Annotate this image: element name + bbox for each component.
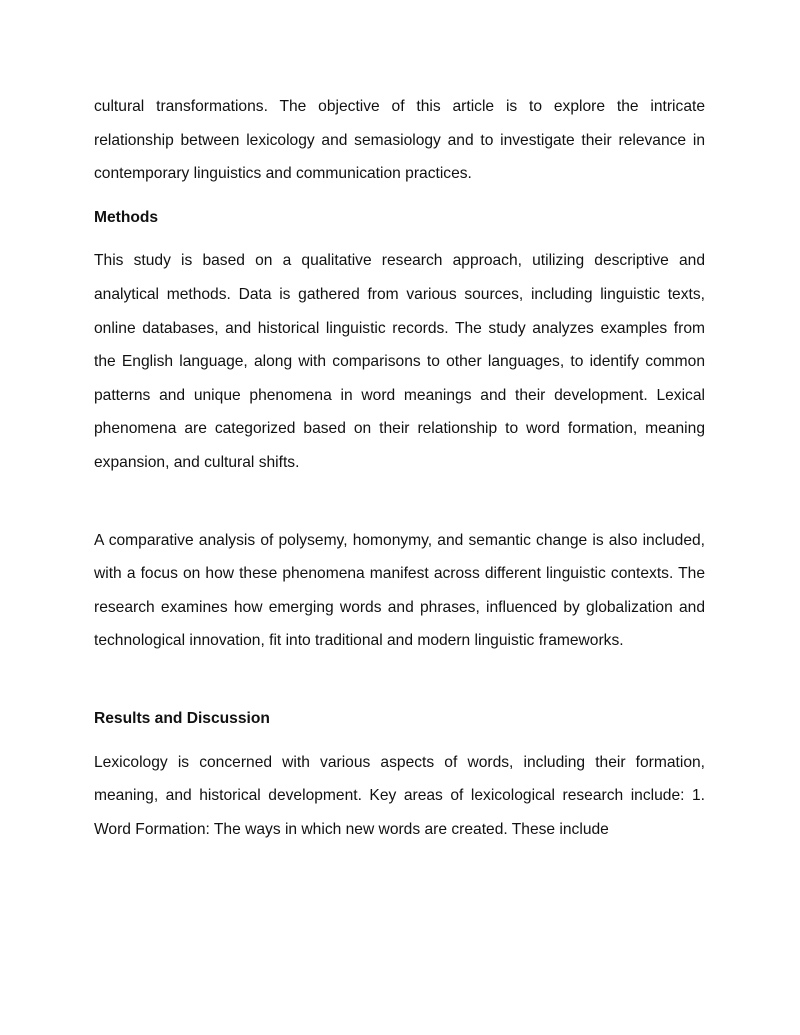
spacer xyxy=(94,234,705,244)
spacer xyxy=(94,658,705,702)
methods-paragraph: This study is based on a qualitative research approach, utilizing descriptive and analytical methods. Data is gathered from various sources, including linguistic texts, online databases, and historical linguistic records. The study analyzes examples from the English language, along with comparisons to other languages, to identify common patterns and unique phenomena in word meanings and their development. Lexical phenomena are categorized based on their relationship to word formation, meaning expansion, and cultural shifts. xyxy=(94,252,705,471)
results-heading: Results and Discussion xyxy=(94,709,270,727)
spacer xyxy=(94,736,705,746)
spacer xyxy=(94,191,705,201)
spacer xyxy=(94,480,705,524)
intro-paragraph: cultural transformations. The objective of this article is to explore the intricate relationship between lexicology and semasiology and to investigate their relevance in contemporary linguistics and communication practices. xyxy=(94,98,705,183)
methods-paragraph: A comparative analysis of polysemy, homonymy, and semantic change is also included, with a focus on how these phenomena manifest across different linguistic contexts. The research examines how emerging words and phrases, influenced by globalization and technological innovation, fit into traditional and modern linguistic frameworks. xyxy=(94,531,705,650)
results-paragraph: Lexicology is concerned with various aspects of words, including their formation, meaning, and historical development. Key areas of lexicological research include: 1. Word Formation: The ways in which new words are created. These include xyxy=(94,753,705,838)
methods-heading: Methods xyxy=(94,208,159,226)
document-page xyxy=(94,90,705,846)
